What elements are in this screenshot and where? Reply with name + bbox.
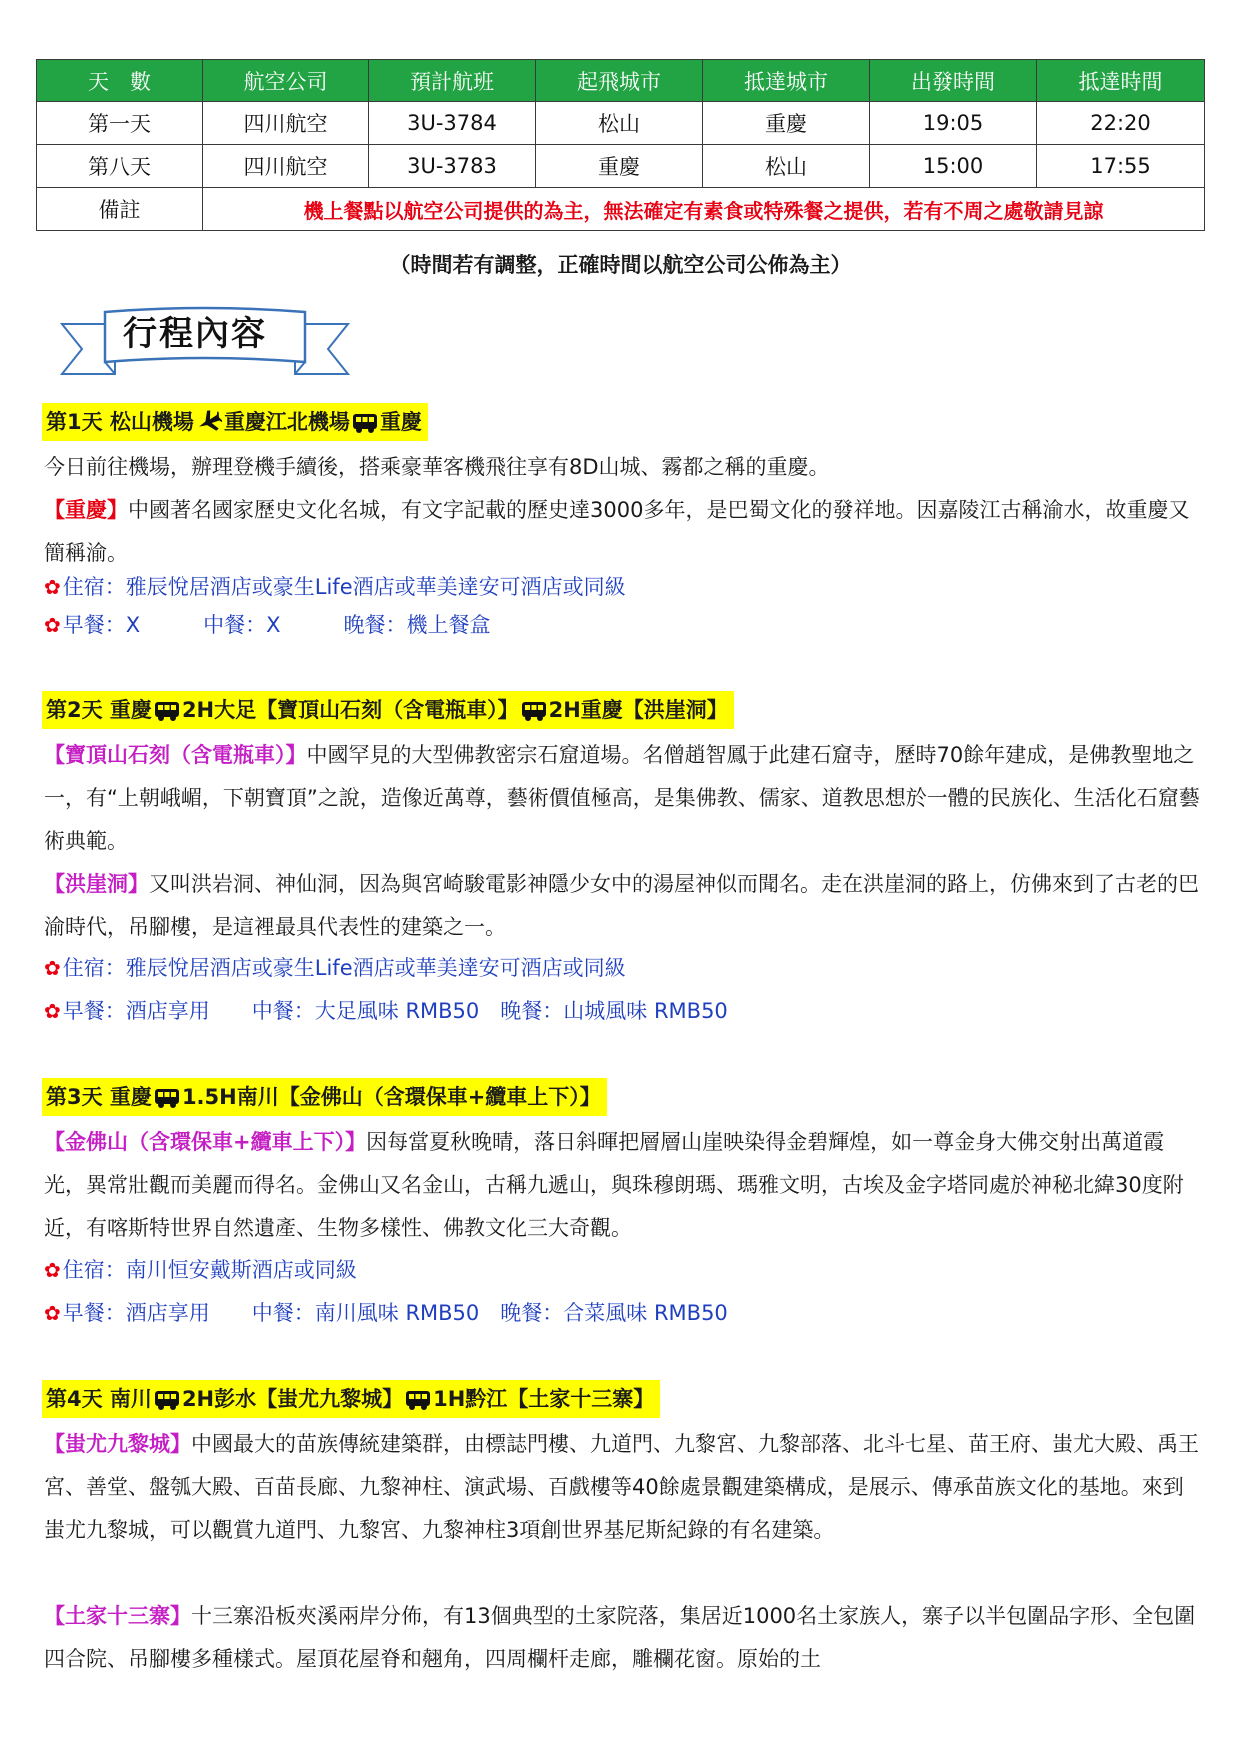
day-1-head-part: 重慶 xyxy=(379,410,422,434)
day-4-head-part: 第4天 南川 xyxy=(46,1387,152,1411)
note-label: 備註 xyxy=(37,188,203,231)
bus-icon xyxy=(154,1083,180,1121)
chongqing-tag: 【重慶】 xyxy=(44,498,128,522)
flower-icon: ✿ xyxy=(44,613,61,637)
note-text: 機上餐點以航空公司提供的為主，無法確定有素食或特殊餐之提供，若有不周之處敬請見諒 xyxy=(203,188,1205,231)
bus-icon xyxy=(352,408,378,446)
cell-airline: 四川航空 xyxy=(203,145,369,188)
header-arrive-city: 抵達城市 xyxy=(703,60,870,102)
bus-icon xyxy=(154,696,180,734)
day-2-head-part: 2H大足【寶頂山石刻（含電瓶車）】 xyxy=(181,698,519,722)
day-4-paragraph-1 xyxy=(44,1423,1204,1552)
day-1-paragraph xyxy=(44,489,1204,575)
cell-day: 第一天 xyxy=(37,102,203,145)
chongqing-description: 中國著名國家歷史文化名城，有文字記載的歷史達3000多年，是巴蜀文化的發祥地。因嘉陵江古稱渝水，故重慶又簡稱渝。 xyxy=(44,498,1190,565)
table-row-note xyxy=(37,188,1205,231)
day-2-stay xyxy=(44,949,626,987)
bus-icon xyxy=(154,1385,180,1423)
day-1-head-part: 重慶江北機場 xyxy=(223,410,350,434)
itinerary-title: 行程內容 xyxy=(123,314,267,354)
day-3-paragraph xyxy=(44,1121,1204,1250)
header-days: 天 數 xyxy=(37,60,203,102)
airplane-icon xyxy=(196,408,222,446)
cell-flight: 3U-3784 xyxy=(369,102,536,145)
cell-flight: 3U-3783 xyxy=(369,145,536,188)
jiulicheng-tag: 【蚩尤九黎城】 xyxy=(44,1432,191,1456)
baodingshan-description: 中國罕見的大型佛教密宗石窟道場。名僧趙智鳳于此建石窟寺，歷時70餘年建成，是佛教聖地之一，有“上朝峨嵋，下朝寶頂”之說，造像近萬尊，藝術價值極高，是集佛教、儒家、道教思想於一體的民族化、生活化石窟藝術典範。 xyxy=(44,743,1200,853)
day-1-heading xyxy=(42,403,428,441)
cell-arrive-time: 22:20 xyxy=(1037,102,1205,145)
day-3-meals xyxy=(44,1294,728,1332)
day-1-intro: 今日前往機場，辦理登機手續後，搭乘豪華客機飛往享有8D山城、霧都之稱的重慶。 xyxy=(44,455,830,479)
day-2-heading xyxy=(42,691,734,729)
day-3-meals-text: 早餐：酒店享用 中餐：南川風味 RMB50 晚餐：合菜風味 RMB50 xyxy=(62,1301,728,1325)
day-4-heading xyxy=(42,1380,660,1418)
flight-table-header xyxy=(37,60,1205,102)
day-1-meals xyxy=(44,606,491,644)
time-adjust-note: （時間若有調整，正確時間以航空公司公佈為主） xyxy=(389,253,852,277)
hongyadong-tag: 【洪崖洞】 xyxy=(44,872,149,896)
jinfoshan-tag: 【金佛山（含環保車+纜車上下）】 xyxy=(44,1130,367,1154)
hongyadong-description: 又叫洪岩洞、神仙洞，因為與宮崎駿電影神隱少女中的湯屋神似而聞名。走在洪崖洞的路上，仿佛來到了古老的巴渝時代，吊腳樓，是這裡最具代表性的建築之一。 xyxy=(44,872,1199,939)
day-1-head-part: 第1天 松山機場 xyxy=(46,410,194,434)
day-2-stay-text: 住宿：雅辰悅居酒店或豪生Life酒店或華美達安可酒店或同級 xyxy=(62,956,626,980)
baodingshan-tag: 【寶頂山石刻（含電瓶車）】 xyxy=(44,743,307,767)
flower-icon: ✿ xyxy=(44,999,61,1023)
cell-depart-time: 19:05 xyxy=(870,102,1037,145)
table-row xyxy=(37,145,1205,188)
flower-icon: ✿ xyxy=(44,1258,61,1282)
cell-arrive-city: 松山 xyxy=(703,145,870,188)
flower-icon: ✿ xyxy=(44,956,61,980)
day-2-meals xyxy=(44,992,728,1030)
day-3-head-part: 1.5H南川【金佛山（含環保車+纜車上下）】 xyxy=(181,1085,601,1109)
header-depart-city: 起飛城市 xyxy=(536,60,703,102)
flower-icon: ✿ xyxy=(44,1301,61,1325)
flower-icon: ✿ xyxy=(44,575,61,599)
header-depart-time: 出發時間 xyxy=(870,60,1037,102)
day-3-head-part: 第3天 重慶 xyxy=(46,1085,152,1109)
cell-day: 第八天 xyxy=(37,145,203,188)
header-airline: 航空公司 xyxy=(203,60,369,102)
tujia-tag: 【土家十三寨】 xyxy=(44,1604,191,1628)
bus-icon xyxy=(405,1385,431,1423)
cell-depart-city: 重慶 xyxy=(536,145,703,188)
day-4-head-part: 2H彭水【蚩尤九黎城】 xyxy=(181,1387,404,1411)
day-4-head-part: 1H黔江【土家十三寨】 xyxy=(433,1387,655,1411)
jinfoshan-description: 因每當夏秋晚晴，落日斜暉把層層山崖映染得金碧輝煌，如一尊金身大佛交射出萬道霞光，異常壯觀而美麗而得名。金佛山又名金山，古稱九遞山，與珠穆朗瑪、瑪雅文明，古埃及金字塔同處於神秘北緯30度附近，有喀斯特世界自然遺產、生物多樣性、佛教文化三大奇觀。 xyxy=(44,1130,1184,1240)
header-flight: 預計航班 xyxy=(369,60,536,102)
day-2-meals-text: 早餐：酒店享用 中餐：大足風味 RMB50 晚餐：山城風味 RMB50 xyxy=(62,999,728,1023)
table-row xyxy=(37,102,1205,145)
day-4-paragraph-2 xyxy=(44,1595,1204,1681)
cell-arrive-city: 重慶 xyxy=(703,102,870,145)
cell-depart-city: 松山 xyxy=(536,102,703,145)
bus-icon xyxy=(521,696,547,734)
cell-depart-time: 15:00 xyxy=(870,145,1037,188)
day-3-heading xyxy=(42,1078,607,1116)
flight-table xyxy=(36,59,1205,231)
cell-airline: 四川航空 xyxy=(203,102,369,145)
day-3-stay xyxy=(44,1251,357,1289)
cell-arrive-time: 17:55 xyxy=(1037,145,1205,188)
jiulicheng-description: 中國最大的苗族傳統建築群，由標誌門樓、九道門、九黎宮、九黎部落、北斗七星、苗王府、蚩尤大殿、禹王宮、善堂、盤瓠大殿、百苗長廊、九黎神柱、演武場、百戲樓等40餘處景觀建築構成，是展示、傳承苗族文化的基地。來到蚩尤九黎城，可以觀賞九道門、九黎宮、九黎神柱3項創世界基尼斯紀錄的有名建築。 xyxy=(44,1432,1199,1542)
day-2-head-part: 第2天 重慶 xyxy=(46,698,152,722)
day-2-head-part: 2H重慶【洪崖洞】 xyxy=(548,698,728,722)
day-1-stay xyxy=(44,568,626,606)
day-2-paragraph-2 xyxy=(44,863,1204,949)
day-1-stay-text: 住宿：雅辰悅居酒店或豪生Life酒店或華美達安可酒店或同級 xyxy=(62,575,626,599)
tujia-description: 十三寨沿板夾溪兩岸分佈，有13個典型的土家院落，集居近1000名土家族人，寨子以半包圍品字形、全包圍四合院、吊腳樓多種樣式。屋頂花屋脊和翹角，四周欄杆走廊，雕欄花窗。原始的土 xyxy=(44,1604,1196,1671)
header-arrive-time: 抵達時間 xyxy=(1037,60,1205,102)
day-1-meals-text: 早餐：X 中餐：X 晚餐：機上餐盒 xyxy=(62,613,491,637)
day-2-paragraph-1 xyxy=(44,734,1204,863)
day-3-stay-text: 住宿：南川恒安戴斯酒店或同級 xyxy=(62,1258,357,1282)
